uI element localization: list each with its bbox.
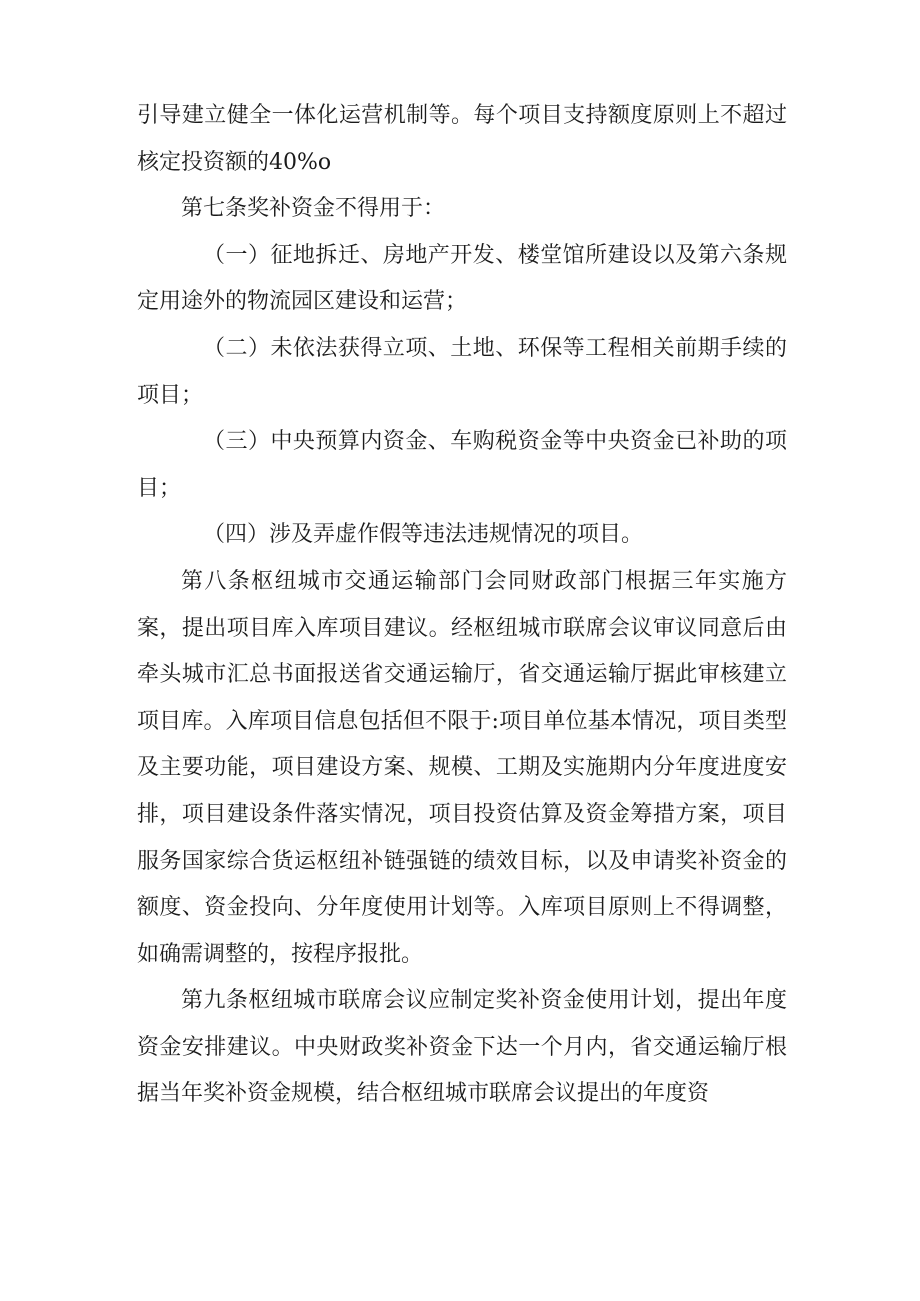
paragraph-continuation: 引导建立健全一体化运营机制等。每个项目支持额度原则上不超过核定投资额的40%o <box>137 103 787 175</box>
document-body <box>137 93 787 1118</box>
paragraph-article-7-item-1: （一）征地拆迁、房地产开发、楼堂馆所建设以及第六条规定用途外的物流园区建设和运营； <box>137 242 787 315</box>
paragraph-article-7-item-2: （二）未依法获得立项、土地、环保等工程相关前期手续的项目； <box>137 335 787 408</box>
paragraph-article-7: 第七条奖补资金不得用于： <box>181 196 446 222</box>
paragraph-article-7-item-3: （三）中央预算内资金、车购税资金等中央资金已补助的项目； <box>137 429 787 501</box>
paragraph-article-9: 第九条枢纽城市联席会议应制定奖补资金使用计划，提出年度资金安排建议。中央财政奖补资金下达一个月内，省交通运输厅根据当年奖补资金规模，结合枢纽城市联席会议提出的年度资 <box>137 988 787 1107</box>
paragraph-article-8: 第八条枢纽城市交通运输部门会同财政部门根据三年实施方案，提出项目库入库项目建议。经枢纽城市联席会议审议同意后由牵头城市汇总书面报送省交通运输厅，省交通运输厅据此审核建立项目库。入库项目信息包括但不限于:项目单位基本情况，项目类型及主要功能，项目建设方案、规模、工期及实施期内分年度进度安排，项目建设条件落实情况，项目投资估算及资金筹措方案，项目服务国家综合货运枢纽补链强链的绩效目标，以及申请奖补资金的额度、资金投向、分年度使用计划等。入库项目原则上不得调整，如确需调整的，按程序报批。 <box>137 568 787 967</box>
paragraph-article-7-item-4: （四）涉及弄虚作假等违法违规情况的项目。 <box>203 522 644 548</box>
